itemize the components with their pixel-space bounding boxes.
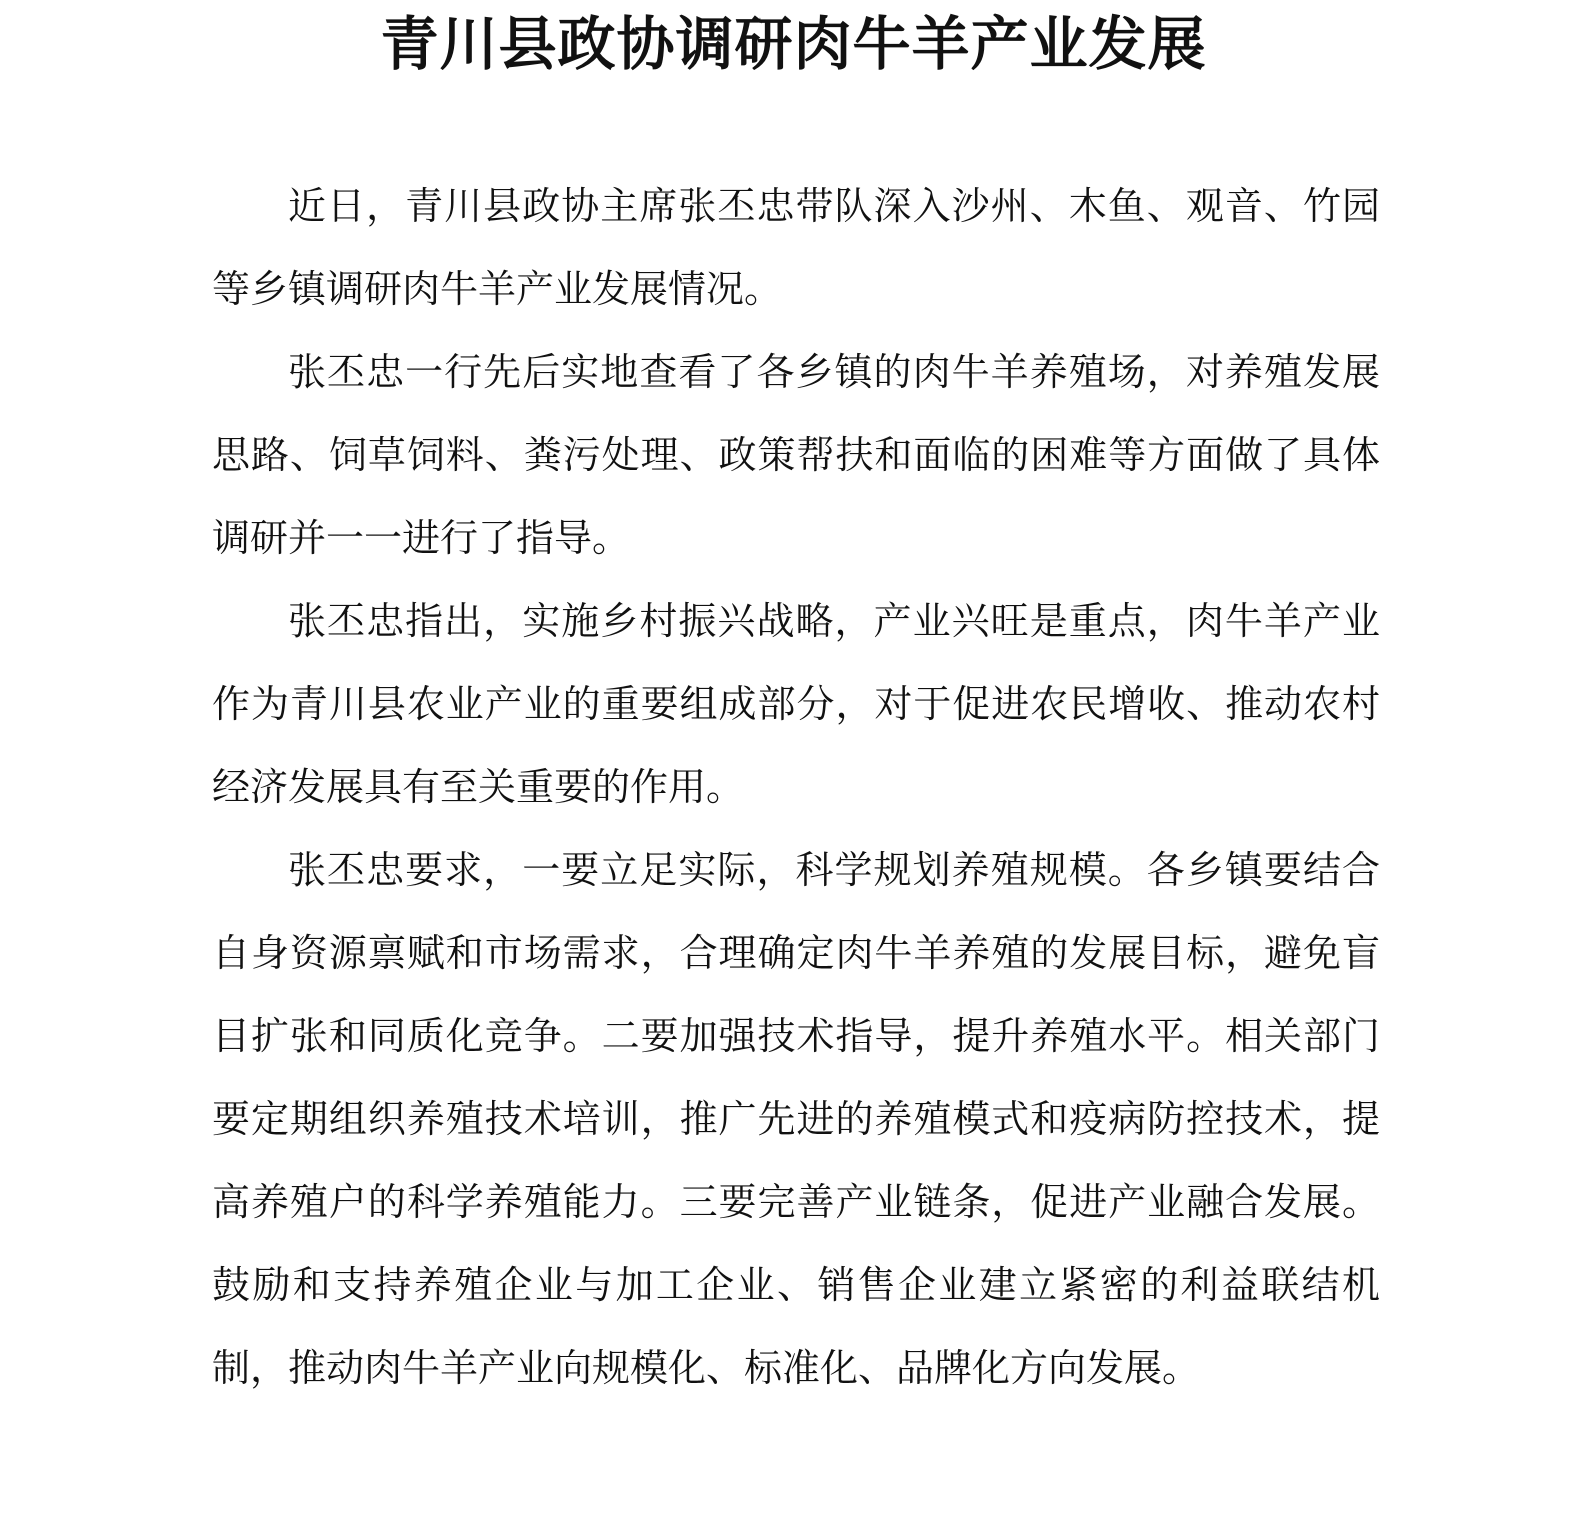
paragraph: 张丕忠一行先后实地查看了各乡镇的肉牛羊养殖场，对养殖发展思路、饲草饲料、粪污处理、政策帮扶和面临的困难等方面做了具体调研并一一进行了指导。 xyxy=(212,350,1380,560)
document-body xyxy=(212,165,1380,1410)
paragraph: 张丕忠指出，实施乡村振兴战略，产业兴旺是重点，肉牛羊产业作为青川县农业产业的重要组成部分，对于促进农民增收、推动农村经济发展具有至关重要的作用。 xyxy=(212,599,1380,809)
paragraph: 张丕忠要求，一要立足实际，科学规划养殖规模。各乡镇要结合自身资源禀赋和市场需求，合理确定肉牛羊养殖的发展目标，避免盲目扩张和同质化竞争。二要加强技术指导，提升养殖水平。相关部门要定期组织养殖技术培训，推广先进的养殖模式和疫病防控技术，提高养殖户的科学养殖能力。三要完善产业链条，促进产业融合发展。鼓励和支持养殖企业与加工企业、销售企业建立紧密的利益联结机制，推动肉牛羊产业向规模化、标准化、品牌化方向发展。 xyxy=(212,848,1380,1390)
document-title: 青川县政协调研肉牛羊产业发展 xyxy=(380,10,1207,78)
paragraph: 近日，青川县政协主席张丕忠带队深入沙州、木鱼、观音、竹园等乡镇调研肉牛羊产业发展情况。 xyxy=(212,184,1380,311)
